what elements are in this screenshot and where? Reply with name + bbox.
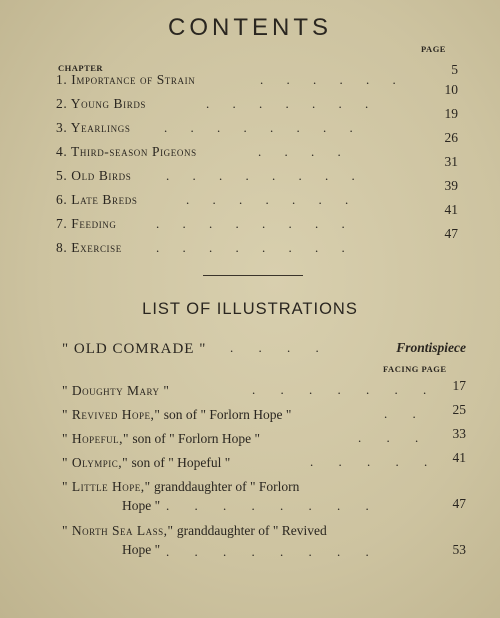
leader-dots: . . . . bbox=[230, 340, 330, 355]
chapter-row bbox=[56, 130, 458, 164]
illustration-name: " Revived Hope," bbox=[62, 407, 161, 422]
chapter-label: 1. Importance of Strain bbox=[56, 72, 196, 87]
illustration-row bbox=[62, 522, 466, 564]
illustrations-title: LIST OF ILLUSTRATIONS bbox=[142, 300, 358, 318]
chapter-row bbox=[56, 106, 458, 140]
frontispiece-row bbox=[62, 340, 466, 362]
section-divider bbox=[203, 275, 303, 276]
facing-page-header: FACING PAGE bbox=[383, 364, 447, 374]
chapter-page: 19 bbox=[444, 106, 458, 121]
contents-title: CONTENTS bbox=[168, 14, 332, 41]
illustration-name: " Doughty Mary " bbox=[62, 383, 170, 398]
chapter-label: 4. Third-season Pigeons bbox=[56, 144, 197, 159]
leader-dots: . . . . . bbox=[310, 454, 439, 469]
illustration-name: " Hopeful," bbox=[62, 431, 130, 446]
illustration-row bbox=[62, 478, 466, 520]
illustration-page: 25 bbox=[452, 402, 466, 417]
illustration-page: 33 bbox=[452, 426, 466, 441]
illustration-name: " Little Hope," bbox=[62, 479, 151, 494]
illustration-desc-line2: Hope " bbox=[122, 498, 161, 513]
illustration-desc: son of " Hopeful " bbox=[128, 455, 231, 470]
chapter-page: 47 bbox=[444, 226, 458, 241]
illustration-page: 17 bbox=[452, 378, 466, 393]
leader-dots: . . . . . . . . bbox=[164, 120, 363, 135]
leader-dots: . . . . . . . . bbox=[166, 168, 365, 183]
illustration-page: 47 bbox=[452, 496, 466, 511]
chapter-label: 3. Yearlings bbox=[56, 120, 131, 135]
leader-dots: . . . bbox=[358, 430, 430, 445]
chapter-label: 2. Young Birds bbox=[56, 96, 147, 111]
illustration-name: " North Sea Lass," bbox=[62, 523, 174, 538]
illustration-page: 41 bbox=[452, 450, 466, 465]
chapter-page: 39 bbox=[444, 178, 458, 193]
chapter-row bbox=[56, 154, 458, 188]
illustration-desc: granddaughter of " Revived bbox=[173, 523, 327, 538]
illustration-desc: son of " Forlorn Hope " bbox=[129, 431, 261, 446]
chapter-page: 31 bbox=[444, 154, 458, 169]
frontispiece-text: Frontispiece bbox=[396, 340, 466, 355]
leader-dots: . . bbox=[384, 406, 427, 421]
illustration-desc: granddaughter of " Forlorn bbox=[150, 479, 300, 494]
leader-dots: . . . . . . . bbox=[206, 96, 379, 111]
leader-dots: . . . . . . . . bbox=[166, 544, 380, 559]
frontispiece-label: " OLD COMRADE " bbox=[62, 341, 207, 357]
illustration-row bbox=[62, 426, 466, 450]
leader-dots: . . . . . . bbox=[260, 72, 406, 87]
leader-dots: . . . . . . . bbox=[252, 382, 438, 397]
illustration-page: 53 bbox=[452, 542, 466, 557]
leader-dots: . . . . bbox=[258, 144, 351, 159]
leader-dots: . . . . . . . bbox=[186, 192, 359, 207]
chapter-column-header: CHAPTER bbox=[58, 63, 104, 73]
page-column-header: PAGE bbox=[421, 44, 446, 54]
chapter-row bbox=[56, 202, 458, 236]
chapter-page: 10 bbox=[444, 82, 458, 97]
chapter-page: 26 bbox=[444, 130, 458, 145]
chapter-label: 5. Old Birds bbox=[56, 168, 132, 183]
illustration-desc-line2: Hope " bbox=[122, 542, 161, 557]
chapter-row bbox=[56, 178, 458, 212]
chapter-row bbox=[56, 82, 458, 116]
leader-dots: . . . . . . . . bbox=[166, 498, 380, 513]
chapter-page: 41 bbox=[444, 202, 458, 217]
leader-dots: . . . . . . . . bbox=[156, 216, 355, 231]
chapter-page: 5 bbox=[451, 62, 458, 77]
chapter-row bbox=[56, 226, 458, 260]
chapter-label: 8. Exercise bbox=[56, 240, 122, 255]
leader-dots: . . . . . . . . bbox=[156, 240, 355, 255]
illustration-name: " Olympic," bbox=[62, 455, 129, 470]
illustration-row bbox=[62, 378, 466, 402]
chapter-label: 6. Late Breds bbox=[56, 192, 138, 207]
chapter-label: 7. Feeding bbox=[56, 216, 117, 231]
illustration-row bbox=[62, 450, 466, 474]
illustration-desc: son of " Forlorn Hope " bbox=[160, 407, 292, 422]
illustration-row bbox=[62, 402, 466, 426]
